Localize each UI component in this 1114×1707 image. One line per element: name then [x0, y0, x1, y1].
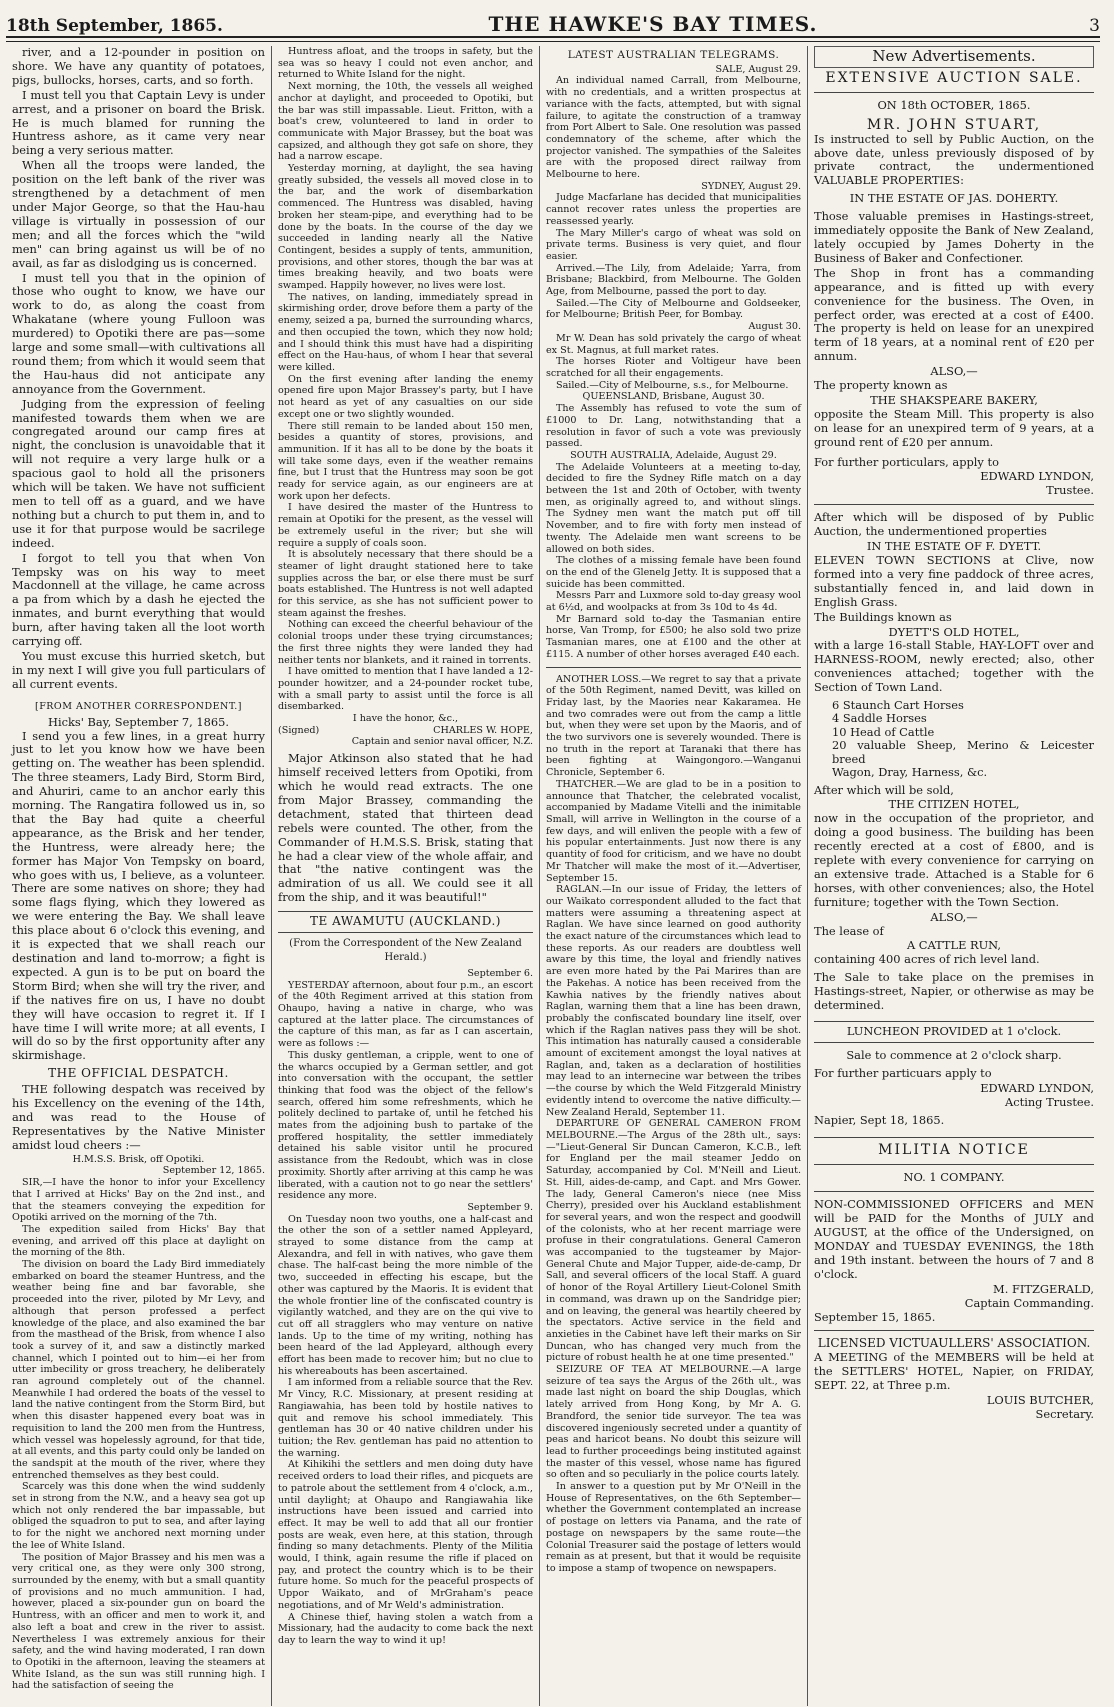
paragraph: Next morning, the 10th, the vessels all weighed anchor at daylight, and proceeded to Opotiki, but the bar was still impassable. Lieut. Fritton, with a boat's crew, volunteered to land in order to communicate with Major Brassey, but the boat was capsized, and although they got safe on shore, they had a narrow escape. [278, 81, 533, 163]
news-item: SEIZURE OF TEA AT MELBOURNE.—A large seizure of tea says the Argus of the 26th ult., was made last night on board the ship Douglas, which lately arrived from Hong Kong, by Mr A. G. Brandford, the senior tide surveyor. The tea was discovered ingeniously secreted under a quantity of peas and haricot beans. No doubt this seizure will lead to further proceedings being instituted against the master of this vessel, whose name has figured so often and so peculiarly in the police courts lately. [546, 1364, 801, 1481]
te-awamutu-heading: TE AWAMUTU (AUCKLAND.) [278, 911, 533, 933]
paragraph: now in the occupation of the proprietor, and doing a good business. The building has been recently erected at a cost of £800, and is replete with every convenience for carrying on an extensive trade. Attached is a Stable for 6 horses, with other conveniences; also, the Hotel furniture; together with the Town Section. [814, 811, 1094, 909]
paragraph: On the first evening after landing the enemy opened fire upon Major Brassey's party, but I have not heard as yet of any casualties on our side except one or two slightly wounded. [278, 373, 533, 420]
also-label: ALSO,— [930, 909, 978, 924]
paragraph: SIR,—I have the honor to infor your Excellency that I arrived at Hicks' Bay on the 2nd inst., and that the steamers conveying the expedition for Opotiki arrived on the morning of the 7th. [12, 1177, 265, 1224]
paragraph: Those valuable premises in Hastings-street, immediately opposite the Bank of New Zealand, lately occupied by James Doherty in the Business of Baker and Confectioner. [814, 209, 1094, 265]
dateline: Hicks' Bay, September 7, 1865. [48, 714, 229, 729]
paragraph: The Adelaide Volunteers at a meeting to-day, decided to fire the Sydney Rifle match on a day between the 1st and 20th of October, with twenty men, as originally agreed to, and without slings. The Sydney men want the match put off till November, and to fire with forty men instead of twenty. The Adelaide men want screens to be allowed on both sides. [546, 461, 801, 555]
list-item: 4 Saddle Horses [832, 711, 927, 726]
paragraph: The Assembly has refused to vote the sum of £1000 to Dr. Lang, notwithstanding that a resolution in favor of such a vote was previously passed. [546, 403, 801, 450]
paragraph: When all the troops were landed, the position on the left bank of the river was strengthened by a detachment of men under Major George, so that the Hau-hau village is virtually in possession of our men; and all the forces which the "wild men" can bring against us will be of no avail, as far as dislodging us is concerned. [12, 158, 265, 270]
paragraph: A Chinese thief, having stolen a watch from a Missionary, had the audacity to come back the next day to learn the way to wind it up! [278, 1611, 533, 1646]
news-item: THATCHER.—We are glad to be in a position to announce that Thatcher, the celebrated vocalist, accompanied by Madame Vitelli and the inimitable Small, will arrive in Wellington in the course of a few days, and will enliven the people with a few of his popular entertainments. Just now there is any quantity of food for criticism, and we have no doubt Mr Thatcher will make the most of it.—Advertiser, September 15. [546, 778, 801, 884]
signature [278, 725, 533, 737]
dateline: September 6. [467, 967, 533, 979]
paragraph: Mr W. Dean has sold privately the cargo of wheat ex St. Magnus, at full market rates. [546, 332, 801, 356]
list-item: 6 Staunch Cart Horses [832, 698, 964, 713]
column-2 [272, 46, 540, 1706]
paragraph: I must tell you that Captain Levy is under arrest, and a prisoner on board the Brisk. He is much blamed for running the Huntress ashore, as it came very near being a very serious matter. [12, 87, 265, 158]
masthead-rule [6, 38, 1100, 42]
newspaper-title: THE HAWKE'S BAY TIMES. [488, 12, 818, 36]
luncheon-notice: LUNCHEON PROVIDED at 1 o'clock. [814, 1021, 1094, 1043]
despatch-heading: THE OFFICIAL DESPATCH. [48, 1066, 229, 1081]
trustee-name: EDWARD LYNDON, [980, 469, 1094, 484]
signed-label: (Signed) [278, 724, 320, 736]
paragraph: Major Atkinson also stated that he had himself received letters from Opotiki, from which he would read extracts. The one from Major Brassey, commanding the detachment, stated that thirteen dead rebels were counted. The other, from the Commander of H.M.S.S. Brisk, stating that he had a clear view of the whole affair, and that "the native contingent was the admiration of us all. We could see it all from the ship, and it was beautiful!" [278, 751, 533, 905]
paragraph: This dusky gentleman, a cripple, went to one of the wharcs occupied by a German settler, and got into conversation with the occupant, the settler thinking that food was the object of the fellow's search, offered him some refreshments, which he politely declined to partake of, until he fetched his mates from the adjoining bush to partake of the proffered hospitality, the settler immediately detained his sable visitor until he procured assistance from the Redoubt, which was in close proximity. Shortly after arriving at this camp he was liberated, with a caution not to go near the settlers' residence any more. [278, 1049, 533, 1202]
paragraph: I have desired the master of the Huntress to remain at Opotiki for the present, as the vessel will be extremely useful in the river; but she will require a supply of coals soon. [278, 502, 533, 549]
paragraph: NON-COMMISSIONED OFFICERS and MEN will be PAID for the Months of JULY and AUGUST, at the office of the Undersigned, on MONDAY and TUESDAY EVENINGS, the 18th and 19th instant. between the hours of 7 and 8 o'clock. [814, 1197, 1094, 1281]
run-name: A CATTLE RUN, [906, 938, 1002, 953]
paragraph: Huntress afloat, and the troops in safety, but the sea was so heavy I could not even anchor, and returned to White Island for the night. [278, 46, 533, 81]
paragraph: THE following despatch was received by his Excellency on the evening of the 14th, and was read to the House of Representatives by the Native Minister amidst loud cheers :— [12, 1082, 265, 1152]
paragraph: At Kihikihi the settlers and men doing duty have received orders to load their rifles, and picquets are to patrole about the settlement from 4 o'clock, a.m., until daylight; at Ohaupo and Rangiawahia like instructions have been issued and carried into effect. It may be well to add that all our frontier posts are weak, even here, at this station, through finding so many detachments. Plenty of the Militia would, I think, again resume the rifle if placed on pay, and protect the country which is to be their future home. So much for the peaceful prospects of Uppor Waikato, and of MrGraham's peace negotiations, and of Mr Weld's administration. [278, 1459, 533, 1611]
paragraph: containing 400 acres of rich level land. [814, 952, 1040, 967]
paragraph: The Shop in front has a commanding appearance, and is fitted up with every convenience for the business. The Oven, in perfect order, was erected at a cost of £400. The property is held on lease for an unexpired term of 18 years, at a nominal rent of £20 per annum. [814, 265, 1094, 364]
paragraph: ELEVEN TOWN SECTIONS at Clive, now formed into a very fine paddock of three acres, substantially fenced in, and laid down in English Grass. [814, 553, 1094, 609]
militia-title: MILITIA NOTICE [878, 1142, 1030, 1159]
dateline: September 9. [467, 1201, 533, 1213]
news-item: In answer to a question put by Mr O'Neill in the House of Representatives, on the 6th September—whether the Government contemplated an increase of postage on letters via Panama, and the rate of postage on newspapers by the same route—the Colonial Treasurer said the postage of letters would remain as at present, but that it would be requisite to impose a stamp of twopence on newspapers. [546, 1481, 801, 1574]
signer: CHARLES W. HOPE, [433, 724, 533, 736]
masthead [6, 6, 1100, 38]
paragraph: The horses Rioter and Voltigeur have been scratched for all their engagements. [546, 356, 801, 379]
estate-heading: IN THE ESTATE OF F. DYETT. [866, 539, 1042, 554]
paragraph: I have omitted to mention that I have landed a 12-pounder howitzer, and a 24-pounder rocket tube, with a small party to assist until the force is all disembarked. [278, 666, 533, 713]
trustee-title: Acting Trustee. [1005, 1094, 1094, 1109]
paragraph: The division on board the Lady Bird immediately embarked on board the steamer Huntress, and the weather being fine and bar favorable, she proceeded into the river, piloted by Mr Levy, and although that person professed a perfect knowledge of the place, and also examined the bar from the masthead of the Brisk, from whence I also took a survey of it, and saw a distinctly marked channel, which I pointed out to him—ei her from utter imbecility or gross treachery, he deliberately ran aground completely out of the channel. Meanwhile I had ordered the boats of the vessel to land the native contingent from the Storm Bird, but when this disaster happened every boat was in requisition to land the 200 men from the Huntress, which vessel was hopelessly aground, for that tide, at all events, and this party could only be landed on the sandspit at the mouth of the river, where they entrenched themselves as they best could. [12, 1259, 265, 1481]
divider [546, 667, 801, 668]
paragraph: The property known as [814, 378, 948, 393]
paragraph: You must excuse this hurried sketch, but in my next I will give you full particulars of all current events. [12, 648, 265, 691]
paragraph: After which will be disposed of by Public Auction, the undermentioned properties [814, 510, 1094, 539]
bakery-name: THE SHAKSPEARE BAKERY, [870, 392, 1038, 407]
paragraph: I must tell you that in the opinion of those who ought to know, we have our work to do, as along the coast from Whakatane (where young Fulloon was murdered) to Opotiki there are pas—some large and some small—with cultivations all round them; from which it would seem that the Hau-haus did not anticipate any annoyance from the Government. [12, 270, 265, 396]
news-item: ANOTHER LOSS.—We regret to say that a private of the 50th Regiment, named Devitt, was killed on Friday last, by the Maories near Kakaramea. He and two comrades were out from the camp a little but, when they were set upon by the Maoris, and of the two survivors one is severely wounded. There is no truth in the report at Taranaki that there has been fighting at Waingongoro.—Wanganui Chronicle, September 6. [546, 673, 801, 779]
paragraph: with a large 16-stall Stable, HAY-LOFT over and HARNESS-ROOM, newly erected; also, other conveniences attached; together with the Section of Town Land. [814, 638, 1094, 695]
paragraph: An individual named Carrall, from Melbourne, with no credentials, and a written prospectus at variance with the facts, attempted, but with signal failure, to agitate the construction of a tramway from Port Albert to Sale. One resolution was passed condemnatory of the scheme, after which the projector vanished. The sympathies of the Saleites are with the proposed direct railway from Melbourne to here. [546, 75, 801, 181]
correspondent-heading: [FROM ANOTHER CORRESPONDENT.] [34, 700, 242, 712]
despatch-date: September 12, 1865. [162, 1165, 265, 1177]
dateline: SYDNEY, August 29. [701, 180, 801, 192]
paragraph: Scarcely was this done when the wind suddenly set in strong from the N.W., and a heavy sea got up which not only rendered the bar impassable, but obliged the squadron to put to sea, and after laying to for the night we anchored next morning under the lee of White Island. [12, 1481, 265, 1551]
te-awamutu-subheading: (From the Correspondent of the New Zealand Herald.) [289, 938, 522, 963]
paragraph: opposite the Steam Mill. This property is also on lease for an unexpired term of 9 years, at a ground rent of £20 per annum. [814, 406, 1094, 449]
militia-company: NO. 1 COMPANY. [903, 1170, 1005, 1185]
paragraph: Sailed.—City of Melbourne, s.s., for Melbourne. [556, 379, 789, 391]
paragraph: Sailed.—The City of Melbourne and Goldseeker, for Melbourne; British Peer, for Bombay. [546, 297, 801, 321]
paragraph: A MEETING of the MEMBERS will be held at the SETTLERS' HOTEL, Napier, on FRIDAY, SEPT. 22, at Three p.m. [814, 1350, 1094, 1393]
list-item: Wagon, Dray, Harness, &c. [832, 765, 988, 780]
militia-signer: M. FITZGERALD, [993, 1281, 1094, 1296]
closing: I have the honor, &c., [352, 713, 459, 725]
paragraph: For further particuars apply to [814, 1065, 992, 1080]
sale-time: Sale to commence at 2 o'clock sharp. [846, 1047, 1062, 1062]
paragraph: The clothes of a missing female have been found on the end of the Glenelg Jetty. It is supposed that a suicide has been committed. [546, 555, 801, 590]
telegrams-heading: LATEST AUSTRALIAN TELEGRAMS. [567, 49, 780, 61]
militia-signer-title: Captain Commanding. [964, 1295, 1094, 1310]
paragraph: Is instructed to sell by Public Auction, on the above date, unless previously disposed of by private contract, the undermentioned VALUABLE PROPERTIES: [814, 131, 1094, 188]
columns [6, 46, 1100, 1706]
hotel-name: THE CITIZEN HOTEL, [888, 797, 1020, 812]
column-3 [540, 46, 808, 1706]
paragraph: Yesterday morning, at daylight, the sea having greatly subsided, the vessels all moved close in to the bar, and the work of disembarkation commenced. The Huntress was disabled, having broken her steam-pipe, and everything had to be done by the boats. In the course of the day we succeeded in landing nearly all the Native Contingent, besides a supply of tents, ammunition, provisions, and other stores, though the bar was at times breaking heavily, and two boats were swamped. Happily however, no lives were lost. [278, 163, 533, 292]
signer-title: Captain and senior naval officer, N.Z. [351, 736, 533, 748]
paragraph: I send you a few lines, in a great hurry just to let you know how we have been getting on. The weather has been splendid. The three steamers, Lady Bird, Storm Bird, and Ahuriri, came to an anchor early this morning. The Rangatira followed us in, so that the Bay had quite a cheerful appearance, as the Brisk and her tender, the Huntress, were already here; the former has Major Von Tempsky on board, who goes with us, I believe, as a volunteer. There are some natives on shore; they had some flags flying, which they lowered as we were entering the Bay. We shall leave this place about 6 o'clock this evening, and it is expected that we shall reach our destination and land to-morrow; a fight is expected. A gun is to be put on board the Storm Bird; when she will try the river, and if the natives fire on us, I have no doubt they will have occasion to regret it. If I have time I will write more; at all events, I will do so by the first opportunity after any skirmishage. [12, 728, 265, 1063]
auctioneer-name: MR. JOHN STUART, [866, 116, 1042, 133]
paragraph: YESTERDAY afternoon, about four p.m., an escort of the 40th Regiment arrived at this station from Ohaupo, having a native in charge, who was captured at the latter place. The circumstances of the capture of this man, as far as I can ascertain, were as follows :— [278, 979, 533, 1050]
trustee-name: EDWARD LYNDON, [980, 1080, 1094, 1095]
estate-heading: IN THE ESTATE OF JAS. DOHERTY. [849, 191, 1059, 206]
paragraph: The lease of [814, 923, 884, 938]
paragraph: It is absolutely necessary that there should be a steamer of light draught stationed here to take supplies across the bar, or else there must be surf boats established. The Huntress is not well adapted for this service, as she has not sufficient power to steam against the freshes. [278, 549, 533, 619]
column-1 [6, 46, 272, 1706]
paragraph: For further porticulars, apply to [814, 454, 999, 469]
secretary-name: LOUIS BUTCHER, [986, 1393, 1094, 1408]
auction-date: ON 18th OCTOBER, 1865. [877, 97, 1031, 112]
paragraph: The expedition sailed from Hicks' Bay that evening, and arrived off this place at daylight on the morning of the 8th. [12, 1223, 265, 1259]
news-item: RAGLAN.—In our issue of Friday, the letters of our Waikato correspondent alluded to the fact that matters were assuming a threatening aspect at Raglan. We have since learned on good authority the exact nature of the circumstances which lead to these reports. As our readers are doubtless well aware by this time, the loyal and friendly natives are even more hated by the Pai Marires than are the Pakehas. A notice has been received from the Kawhia natives by the friendly natives about Raglan, warning them that a line has been drawn, probably the confiscated boundary line itself, over which if the Raglan natives pass they will be shot. This intimation has naturally caused a considerable amount of excitement amongst the loyal natives at Raglan, and, taken as a declaration of hostilities may lead to an internecine war between the tribes—the course by which the Weld Fitzgerald Ministry evidently intend to overcome the native difficulty.—New Zealand Herald, September 11. [546, 884, 801, 1118]
col1-article [12, 46, 265, 692]
paragraph: After which will be sold, [814, 782, 954, 797]
paragraph: Mr Barnard sold to-day the Tasmanian entire horse, Van Tromp, for £500; he also sold two prize Tasmanian mares, one at £100 and the other at £115. A number of other horses averaged £40 each. [546, 613, 801, 660]
paragraph: Judge Macfarlane has decided that municipalities cannot recover rates unless the properties are reassessed yearly. [546, 192, 801, 227]
page-number: 3 [1089, 16, 1100, 36]
paragraph: The Mary Miller's cargo of wheat was sold on private terms. Business is very quiet, and flour easier. [546, 227, 801, 262]
paragraph: Nothing can exceed the cheerful behaviour of the colonial troops under these trying circumstances; the first three nights they were landed they had neither tents nor blankets, and it rained in torrents. [278, 619, 533, 666]
paragraph: Arrived.—The Lily, from Adelaide; Yarra, from Brisbane; Blackbird, from Melbourne. The Golden Age, from Melbourne, passed the port to day. [546, 262, 801, 298]
paragraph: I forgot to tell you that when Von Tempsky was on his way to meet Macdonnell at the village, he came across a pa from which by a dash he ejected the inmates, and burnt everything that would burn, after having taken all the loot worth carrying off. [12, 550, 265, 649]
also-label: ALSO,— [930, 364, 978, 379]
trustee-title: Trustee. [1046, 483, 1094, 498]
ship-line: H.M.S.S. Brisk, off Opotiki. [72, 1153, 205, 1165]
paragraph: Messrs Parr and Luxmore sold to-day greasy wool at 6½d, and woolpacks at from 3s 10d to 4s 4d. [546, 590, 801, 614]
paragraph: I am informed from a reliable source that the Rev. Mr Vincy, R.C. Missionary, at present residing at Rangiawahia, has been told by hostile natives to quit and remove his school immediately. This gentleman has 30 or 40 native children under his tuition; the Rev. gentleman has paid no attention to the warning. [278, 1377, 533, 1459]
paragraph: Judging from the expression of feeling manifested towards them when we are congregated around our camp fires at night, the conclusion is unavoidable that it will not require a very large hulk or a spacious gaol to hold all the prisoners which will be taken. We have not sufficient men to tell off as a guard, and we have nothing but a church to put them in, and to use it for that purpose would be sacrilege indeed. [12, 396, 265, 550]
licensed-title: LICENSED VICTUAULLERS' ASSOCIATION. [817, 1336, 1091, 1351]
secretary-title: Secretary. [1035, 1406, 1094, 1421]
paragraph: On Tuesday noon two youths, one a half-cast and the other the son of a settler named Appleyard, strayed to some distance from the camp at Alexandra, and fell in with natives, who gave them chase. The half-cast being the more nimble of the two, succeeded in effecting his escape, but the other was captured by the Maoris. It is evident that the whole frontier line of the confiscated country is vigilantly watched, and they are on the qui vive to cut off all stragglers who may venture on native lands. Up to the time of my writing, nothing has been heard of the lad Appleyard, although every effort has been made to recover him; but no clue to his whereabouts has been ascertained. [278, 1213, 533, 1377]
list-item: 20 valuable Sheep, Merino & Leicester breed [832, 738, 1094, 766]
column-4-advertisements [808, 46, 1100, 1706]
list-item: 10 Head of Cattle [832, 724, 935, 739]
issue-date: 18th September, 1865. [6, 16, 223, 36]
dateline: QUEENSLAND, Brisbane, August 30. [582, 391, 765, 403]
dateline: SALE, August 29. [715, 63, 801, 75]
hotel-name: DYETT'S OLD HOTEL, [888, 624, 1020, 639]
paragraph: The Buildings known as [814, 609, 952, 624]
paragraph: The position of Major Brassey and his men was a very critical one, as they were only 300 strong, surrounded by the enemy, with but a small quantity of provisions and no much ammunition. I had, however, placed a six-pounder gun on board the Huntress, with an officer and men to work it, and also left a boat and crew in the river to assist. Nevertheless I was extremely anxious for their safety, and the wind having moderated, I ran down to Opotiki in the afternoon, leaving the steamers at White Island, as the sun was still running high. I had the satisfaction of seeing the [12, 1551, 265, 1692]
paragraph: river, and a 12-pounder in position on shore. We have any quantity of potatoes, pigs, bullocks, horses, carts, and so forth. [12, 46, 265, 87]
militia-date: September 15, 1865. [814, 1309, 936, 1324]
ad-date: Napier, Sept 18, 1865. [814, 1112, 945, 1127]
dateline: August 30. [748, 321, 801, 333]
livestock-list [814, 699, 1094, 779]
paragraph: There still remain to be landed about 150 men, besides a quantity of stores, provisions, and ammunition. If it has all to be done by the boats it will take some days, even if the weather remains fine, but I trust that the Huntress may soon be got ready for service again, as our engineers are at work upon her defects. [278, 420, 533, 502]
paragraph: The Sale to take place on the premises in Hastings-street, Napier, or otherwise as may be determined. [814, 970, 1094, 1013]
paragraph: The natives, on landing, immediately spread in skirmishing order, drove before them a party of the enemy, seized a pa, burned the surrounding wharcs, and then occupied the town, which they now hold; and I should think this must have had a dispiriting effect on the Hau-haus, of whom I hear that several were killed. [278, 291, 533, 373]
news-item: DEPARTURE OF GENERAL CAMERON FROM MELBOURNE.—The Argus of the 28th ult., says:—"Lieut-General Sir Duncan Cameron, K.C.B., left for England per the mail steamer Jeddo on Saturday, accompanied by Col. M'Neill and Lieut. St. Hill, aides-de-camp, and Capt. and Mrs Gower. The lady, General Cameron's niece (nee Miss Cherry), presided over his Auckland establishment for several years, and won the respect and goodwill of the colonists, who at her recent marriage were profuse in their congratulations. General Cameron was accompanied to the tugsteamer by Major-General Chute and Major Tupper, aide-de-camp, Dr Sall, and several officers of the local Staff. A guard of honor of the Royal Artillery Lieut-Colonel Smith in command, was drawn up on the Sandridge pier; and on leaving, the general was heartily cheered by the spectators. Active service in the field and anxieties in the Cabinet have left their marks on Sir Duncan, who has changed very much from the picture of robust health he at one time presented." [546, 1118, 801, 1364]
dateline: SOUTH AUSTRALIA, Adelaide, August 29. [570, 449, 777, 461]
advertisements-heading: New Advertisements. [814, 46, 1094, 68]
auction-title: EXTENSIVE AUCTION SALE. [825, 69, 1083, 86]
